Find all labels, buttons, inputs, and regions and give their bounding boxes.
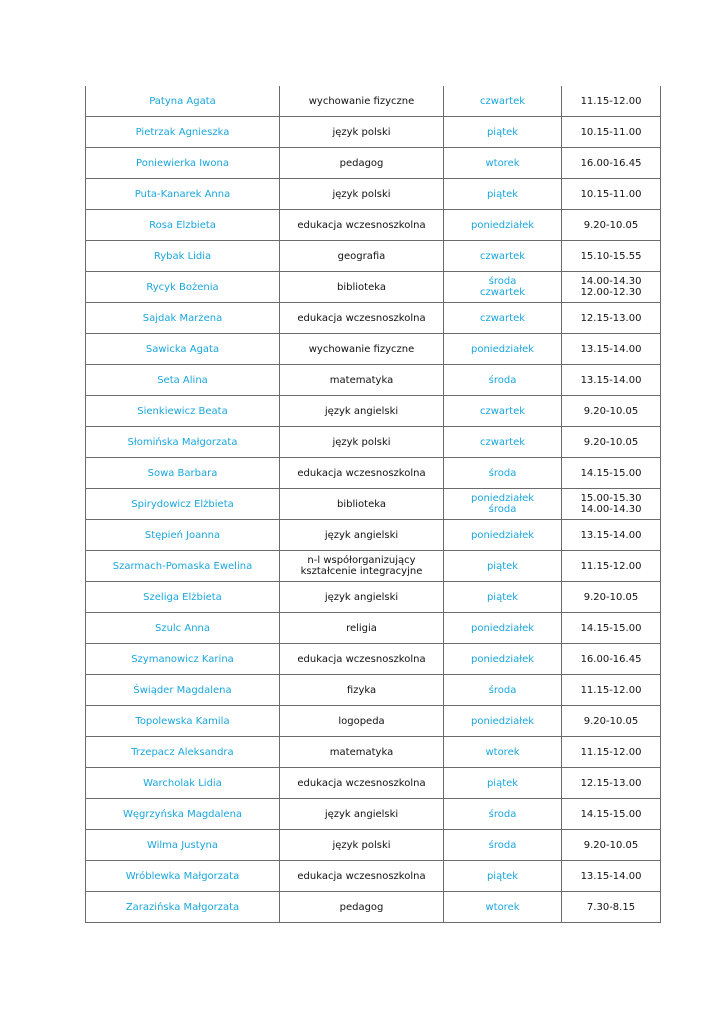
- time-cell-line: 12.15-13.00: [580, 777, 642, 789]
- time-cell: [562, 427, 661, 458]
- subject-cell-line: język polski: [332, 126, 391, 138]
- table-row: [86, 179, 661, 210]
- weekday-cell-line: piątek: [486, 126, 519, 138]
- weekday-cell-line: czwartek: [479, 436, 526, 448]
- time-cell-line: 11.15-12.00: [580, 684, 642, 696]
- weekday-cell-line: poniedziałek: [470, 529, 535, 541]
- weekday-cell: [444, 520, 562, 551]
- time-cell-line: 12.15-13.00: [580, 312, 642, 324]
- weekday-cell-line: poniedziałek: [470, 343, 535, 355]
- weekday-cell: [444, 117, 562, 148]
- subject-cell: [280, 799, 444, 830]
- time-cell-line: 9.20-10.05: [583, 839, 639, 851]
- weekday-cell-line: piątek: [486, 591, 519, 603]
- teacher-name-cell: Seta Alina: [86, 365, 280, 396]
- teacher-name-cell: Rybak Lidia: [86, 241, 280, 272]
- weekday-cell: [444, 427, 562, 458]
- weekday-cell-line: czwartek: [479, 287, 526, 298]
- time-cell-line: 15.00-15.30: [580, 493, 642, 504]
- time-cell: [562, 675, 661, 706]
- time-cell-line: 13.15-14.00: [580, 529, 642, 541]
- time-cell-line: 16.00-16.45: [580, 157, 642, 169]
- subject-cell-line: pedagog: [339, 901, 384, 913]
- time-cell-line: 10.15-11.00: [580, 126, 642, 138]
- weekday-cell: [444, 458, 562, 489]
- table-row: [86, 737, 661, 768]
- table-row: [86, 396, 661, 427]
- subject-cell-line: fizyka: [346, 684, 377, 696]
- time-cell-line: 9.20-10.05: [583, 591, 639, 603]
- table-row: [86, 303, 661, 334]
- weekday-cell: [444, 675, 562, 706]
- weekday-cell: [444, 241, 562, 272]
- subject-cell: [280, 334, 444, 365]
- teacher-name-cell: Szarmach-Pomaska Ewelina: [86, 551, 280, 582]
- table-row: [86, 272, 661, 303]
- subject-cell-line: kształcenie integracyjne: [300, 566, 423, 577]
- subject-cell-line: edukacja wczesnoszkolna: [297, 777, 426, 789]
- subject-cell: [280, 706, 444, 737]
- weekday-cell: [444, 396, 562, 427]
- weekday-cell: [444, 768, 562, 799]
- weekday-cell-line: środa: [488, 276, 517, 287]
- table-row: [86, 861, 661, 892]
- time-cell: [562, 86, 661, 117]
- subject-cell-line: język polski: [332, 436, 391, 448]
- subject-cell-line: biblioteka: [337, 281, 386, 293]
- weekday-cell: [444, 799, 562, 830]
- weekday-cell-line: piątek: [486, 870, 519, 882]
- weekday-cell-line: czwartek: [479, 312, 526, 324]
- teacher-name-cell: Rosa Elzbieta: [86, 210, 280, 241]
- time-cell: [562, 396, 661, 427]
- subject-cell-line: geografia: [337, 250, 386, 262]
- subject-cell-line: edukacja wczesnoszkolna: [297, 312, 426, 324]
- weekday-cell: [444, 861, 562, 892]
- weekday-cell-line: wtorek: [485, 157, 520, 169]
- teacher-name-cell: Patyna Agata: [86, 86, 280, 117]
- weekday-cell-line: poniedziałek: [470, 493, 535, 504]
- time-cell-line: 11.15-12.00: [580, 560, 642, 572]
- subject-cell: [280, 551, 444, 582]
- weekday-cell: [444, 737, 562, 768]
- time-cell: [562, 520, 661, 551]
- time-cell: [562, 892, 661, 923]
- table-row: [86, 706, 661, 737]
- subject-cell: [280, 272, 444, 303]
- teacher-name-cell: Słomińska Małgorzata: [86, 427, 280, 458]
- table-row: [86, 334, 661, 365]
- subject-cell: [280, 892, 444, 923]
- weekday-cell-line: środa: [488, 808, 517, 820]
- teacher-name-cell: Trzepacz Aleksandra: [86, 737, 280, 768]
- time-cell: [562, 272, 661, 303]
- table-row: [86, 117, 661, 148]
- teacher-name-cell: Sienkiewicz Beata: [86, 396, 280, 427]
- teacher-name-cell: Zarazińska Małgorzata: [86, 892, 280, 923]
- time-cell-line: 11.15-12.00: [580, 95, 642, 107]
- weekday-cell: [444, 148, 562, 179]
- teacher-name-cell: Sowa Barbara: [86, 458, 280, 489]
- subject-cell-line: pedagog: [339, 157, 384, 169]
- subject-cell-line: język angielski: [324, 529, 399, 541]
- time-cell-line: 10.15-11.00: [580, 188, 642, 200]
- teacher-name-cell: Poniewierka Iwona: [86, 148, 280, 179]
- weekday-cell-line: czwartek: [479, 405, 526, 417]
- subject-cell-line: język angielski: [324, 808, 399, 820]
- time-cell: [562, 365, 661, 396]
- time-cell-line: 14.15-15.00: [580, 467, 642, 479]
- subject-cell: [280, 520, 444, 551]
- time-cell-line: 14.00-14.30: [580, 504, 642, 515]
- time-cell: [562, 117, 661, 148]
- teacher-name-cell: Puta-Kanarek Anna: [86, 179, 280, 210]
- subject-cell: [280, 210, 444, 241]
- table-row: [86, 210, 661, 241]
- table-row: [86, 241, 661, 272]
- time-cell: [562, 737, 661, 768]
- weekday-cell: [444, 489, 562, 520]
- weekday-cell: [444, 830, 562, 861]
- subject-cell: [280, 365, 444, 396]
- teacher-name-cell: Pietrzak Agnieszka: [86, 117, 280, 148]
- weekday-cell-line: środa: [488, 684, 517, 696]
- subject-cell: [280, 86, 444, 117]
- teacher-name-cell: Spirydowicz Elżbieta: [86, 489, 280, 520]
- subject-cell: [280, 582, 444, 613]
- time-cell: [562, 799, 661, 830]
- teacher-name-cell: Warcholak Lidia: [86, 768, 280, 799]
- table-row: [86, 458, 661, 489]
- time-cell: [562, 179, 661, 210]
- subject-cell: [280, 489, 444, 520]
- time-cell-line: 9.20-10.05: [583, 219, 639, 231]
- consultation-schedule: [85, 86, 656, 923]
- table-row: [86, 675, 661, 706]
- weekday-cell-line: poniedziałek: [470, 622, 535, 634]
- time-cell-line: 11.15-12.00: [580, 746, 642, 758]
- weekday-cell: [444, 706, 562, 737]
- table-row: [86, 86, 661, 117]
- table-row: [86, 644, 661, 675]
- teacher-name-cell: Topolewska Kamila: [86, 706, 280, 737]
- subject-cell-line: język polski: [332, 839, 391, 851]
- weekday-cell: [444, 551, 562, 582]
- time-cell-line: 9.20-10.05: [583, 436, 639, 448]
- weekday-cell: [444, 303, 562, 334]
- subject-cell: [280, 613, 444, 644]
- table-row: [86, 768, 661, 799]
- weekday-cell: [444, 365, 562, 396]
- weekday-cell: [444, 179, 562, 210]
- weekday-cell-line: wtorek: [485, 901, 520, 913]
- weekday-cell: [444, 644, 562, 675]
- subject-cell: [280, 861, 444, 892]
- subject-cell-line: język polski: [332, 188, 391, 200]
- teacher-name-cell: Szymanowicz Karina: [86, 644, 280, 675]
- weekday-cell: [444, 613, 562, 644]
- subject-cell-line: wychowanie fizyczne: [308, 343, 415, 355]
- weekday-cell: [444, 272, 562, 303]
- subject-cell-line: n-l współorganizujący: [307, 555, 416, 566]
- subject-cell: [280, 303, 444, 334]
- time-cell: [562, 241, 661, 272]
- subject-cell: [280, 675, 444, 706]
- teacher-name-cell: Wróblewka Małgorzata: [86, 861, 280, 892]
- weekday-cell-line: środa: [488, 504, 517, 515]
- time-cell-line: 14.15-15.00: [580, 622, 642, 634]
- weekday-cell: [444, 210, 562, 241]
- schedule-table: [85, 86, 661, 923]
- subject-cell-line: wychowanie fizyczne: [308, 95, 415, 107]
- subject-cell-line: edukacja wczesnoszkolna: [297, 870, 426, 882]
- subject-cell-line: logopeda: [338, 715, 385, 727]
- table-row: [86, 489, 661, 520]
- table-row: [86, 613, 661, 644]
- subject-cell: [280, 117, 444, 148]
- subject-cell: [280, 458, 444, 489]
- subject-cell: [280, 427, 444, 458]
- weekday-cell: [444, 892, 562, 923]
- weekday-cell-line: środa: [488, 467, 517, 479]
- time-cell: [562, 582, 661, 613]
- teacher-name-cell: Szeliga Elżbieta: [86, 582, 280, 613]
- time-cell-line: 16.00-16.45: [580, 653, 642, 665]
- table-row: [86, 148, 661, 179]
- weekday-cell-line: poniedziałek: [470, 653, 535, 665]
- subject-cell-line: język angielski: [324, 591, 399, 603]
- table-row: [86, 582, 661, 613]
- subject-cell-line: język angielski: [324, 405, 399, 417]
- weekday-cell-line: wtorek: [485, 746, 520, 758]
- subject-cell-line: biblioteka: [337, 498, 386, 510]
- time-cell: [562, 551, 661, 582]
- weekday-cell: [444, 582, 562, 613]
- teacher-name-cell: Rycyk Bożenia: [86, 272, 280, 303]
- table-row: [86, 799, 661, 830]
- time-cell-line: 12.00-12.30: [580, 287, 642, 298]
- time-cell-line: 13.15-14.00: [580, 374, 642, 386]
- time-cell-line: 9.20-10.05: [583, 405, 639, 417]
- time-cell: [562, 148, 661, 179]
- time-cell-line: 14.00-14.30: [580, 276, 642, 287]
- subject-cell: [280, 241, 444, 272]
- weekday-cell-line: piątek: [486, 188, 519, 200]
- weekday-cell: [444, 334, 562, 365]
- weekday-cell-line: poniedziałek: [470, 219, 535, 231]
- weekday-cell-line: poniedziałek: [470, 715, 535, 727]
- time-cell-line: 14.15-15.00: [580, 808, 642, 820]
- subject-cell-line: edukacja wczesnoszkolna: [297, 219, 426, 231]
- time-cell: [562, 830, 661, 861]
- subject-cell: [280, 737, 444, 768]
- teacher-name-cell: Świąder Magdalena: [86, 675, 280, 706]
- teacher-name-cell: Szulc Anna: [86, 613, 280, 644]
- time-cell: [562, 458, 661, 489]
- subject-cell-line: edukacja wczesnoszkolna: [297, 653, 426, 665]
- subject-cell-line: edukacja wczesnoszkolna: [297, 467, 426, 479]
- time-cell: [562, 334, 661, 365]
- table-row: [86, 520, 661, 551]
- table-row: [86, 892, 661, 923]
- subject-cell: [280, 148, 444, 179]
- table-row: [86, 551, 661, 582]
- weekday-cell: [444, 86, 562, 117]
- subject-cell-line: matematyka: [329, 746, 394, 758]
- time-cell-line: 13.15-14.00: [580, 870, 642, 882]
- table-row: [86, 365, 661, 396]
- subject-cell: [280, 644, 444, 675]
- teacher-name-cell: Węgrzyńska Magdalena: [86, 799, 280, 830]
- subject-cell: [280, 179, 444, 210]
- time-cell: [562, 768, 661, 799]
- subject-cell: [280, 396, 444, 427]
- time-cell: [562, 303, 661, 334]
- teacher-name-cell: Sawicka Agata: [86, 334, 280, 365]
- time-cell: [562, 489, 661, 520]
- teacher-name-cell: Stępień Joanna: [86, 520, 280, 551]
- subject-cell: [280, 768, 444, 799]
- weekday-cell-line: środa: [488, 839, 517, 851]
- time-cell: [562, 861, 661, 892]
- weekday-cell-line: środa: [488, 374, 517, 386]
- subject-cell-line: religia: [346, 622, 377, 634]
- weekday-cell-line: czwartek: [479, 250, 526, 262]
- time-cell-line: 15.10-15.55: [580, 250, 642, 262]
- subject-cell: [280, 830, 444, 861]
- subject-cell-line: matematyka: [329, 374, 394, 386]
- schedule-table-body: [86, 86, 661, 923]
- time-cell-line: 9.20-10.05: [583, 715, 639, 727]
- weekday-cell-line: czwartek: [479, 95, 526, 107]
- table-row: [86, 830, 661, 861]
- time-cell-line: 13.15-14.00: [580, 343, 642, 355]
- time-cell-line: 7.30-8.15: [586, 901, 636, 913]
- weekday-cell-line: piątek: [486, 777, 519, 789]
- time-cell: [562, 210, 661, 241]
- time-cell: [562, 644, 661, 675]
- teacher-name-cell: Wilma Justyna: [86, 830, 280, 861]
- teacher-name-cell: Sajdak Marzena: [86, 303, 280, 334]
- table-row: [86, 427, 661, 458]
- time-cell: [562, 613, 661, 644]
- weekday-cell-line: piątek: [486, 560, 519, 572]
- time-cell: [562, 706, 661, 737]
